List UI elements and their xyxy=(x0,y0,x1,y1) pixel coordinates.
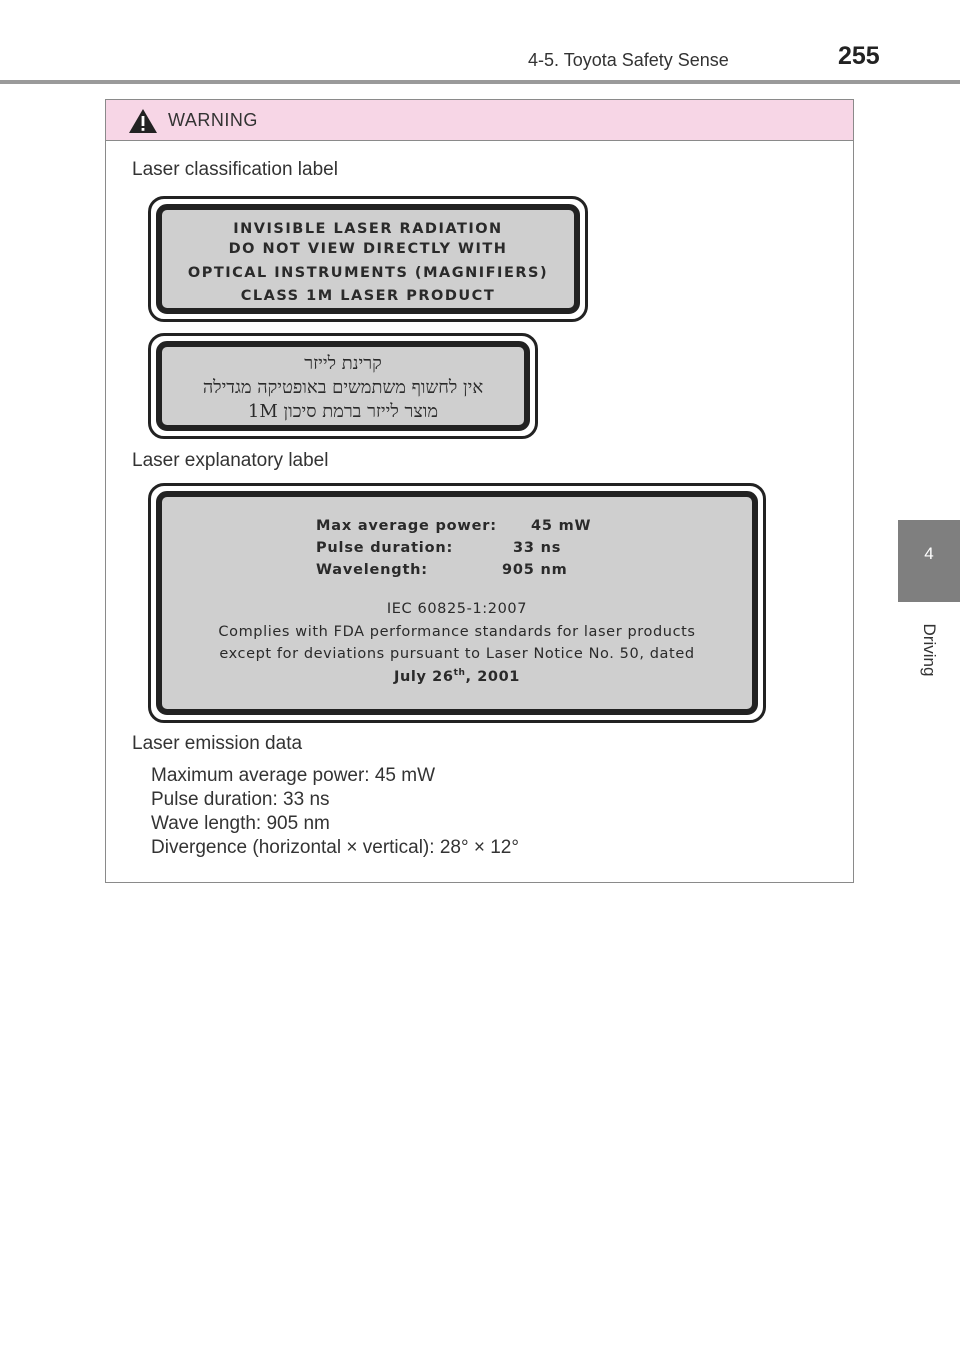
standard-line: IEC 60825-1:2007 xyxy=(386,601,528,617)
english-classification-label xyxy=(148,196,588,322)
compliance-line: Complies with FDA performance standards for laser products xyxy=(218,624,696,640)
emission-line: Maximum average power: 45 mW xyxy=(151,765,436,786)
warning-triangle-icon xyxy=(128,108,158,134)
date-suffix: , 2001 xyxy=(465,668,520,685)
header-divider xyxy=(0,80,960,84)
emission-heading: Laser emission data xyxy=(132,733,303,754)
chapter-number: 4 xyxy=(924,544,934,563)
date-line xyxy=(162,668,752,685)
spec-label-pulse: Pulse duration: xyxy=(316,540,454,556)
emission-line: Pulse duration: 33 ns xyxy=(151,789,330,810)
page-number: 255 xyxy=(838,42,880,70)
emission-line: Divergence (horizontal × vertical): 28° × 12° xyxy=(151,837,519,858)
hebrew-classification-label xyxy=(148,333,538,439)
warning-box xyxy=(105,99,854,883)
compliance-line: except for deviations pursuant to Laser Notice No. 50, dated xyxy=(219,646,695,662)
classification-heading: Laser classification label xyxy=(132,159,338,180)
label-line: CLASS 1M LASER PRODUCT xyxy=(240,288,496,304)
spec-value-pulse: 33 ns xyxy=(513,540,562,556)
explanatory-label xyxy=(148,483,766,723)
chapter-label-container xyxy=(898,610,960,690)
spec-value-wavelength: 905 nm xyxy=(502,562,568,578)
label-line: DO NOT VIEW DIRECTLY WITH xyxy=(228,241,508,257)
label-line: מוצר לייזר ברמת סיכון 1M xyxy=(247,401,439,422)
date-prefix: July 26 xyxy=(393,668,454,685)
explanatory-heading: Laser explanatory label xyxy=(132,450,329,471)
label-line: INVISIBLE LASER RADIATION xyxy=(233,221,503,237)
date-sup: th xyxy=(453,668,466,678)
label-line: אין לחשוף משתמשים באופטיקה מגדילה xyxy=(202,377,484,398)
section-title: 4-5. Toyota Safety Sense xyxy=(528,50,729,70)
spec-label-power: Max average power: xyxy=(316,518,497,534)
emission-line: Wave length: 905 nm xyxy=(151,813,330,834)
chapter-label: Driving xyxy=(920,623,939,677)
spec-value-power: 45 mW xyxy=(531,518,592,534)
spec-label-wavelength: Wavelength: xyxy=(316,562,428,578)
warning-title: WARNING xyxy=(168,110,258,130)
label-line: OPTICAL INSTRUMENTS (MAGNIFIERS) xyxy=(187,265,549,281)
label-line: קרינת לייזר xyxy=(304,353,382,374)
chapter-tab[interactable] xyxy=(898,520,960,602)
warning-header xyxy=(106,100,853,141)
